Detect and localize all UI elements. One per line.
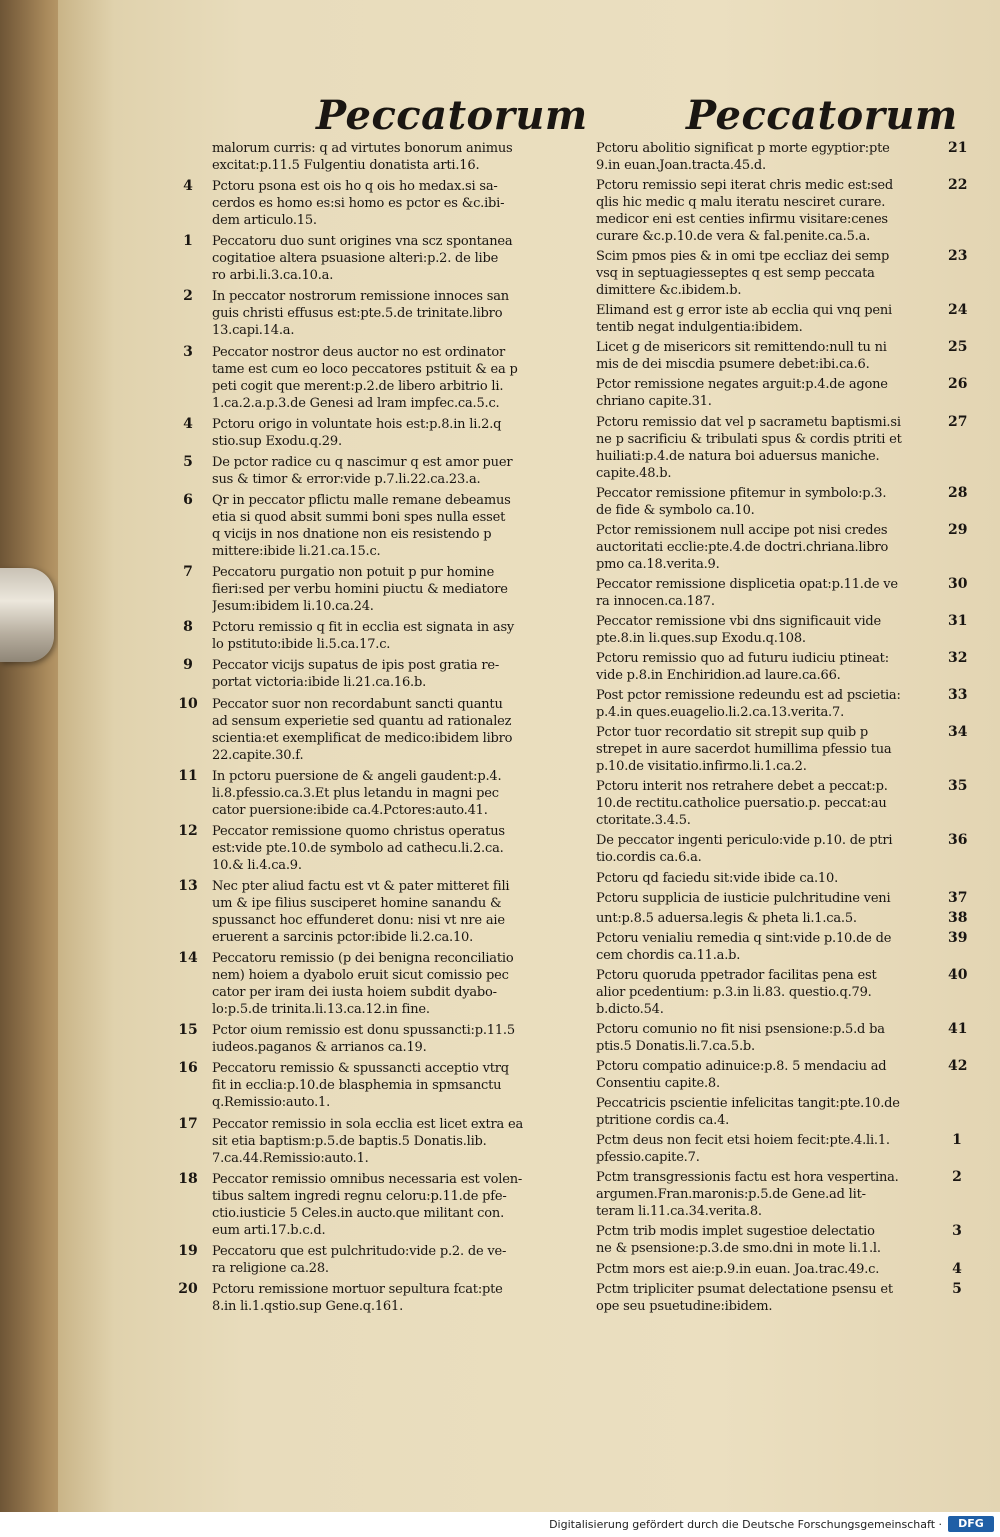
index-entry bbox=[596, 376, 968, 410]
index-entry bbox=[596, 248, 968, 299]
index-entry bbox=[178, 695, 587, 764]
entry-number: 22 bbox=[948, 177, 968, 194]
index-entry bbox=[596, 612, 968, 647]
entry-line: 13.capi.14.a. bbox=[212, 323, 295, 339]
entry-number: 31 bbox=[948, 612, 968, 629]
entry-line: tio.cordis ca.6.a. bbox=[596, 850, 702, 866]
entry-line: mittere:ibide li.21.ca.15.c. bbox=[212, 543, 381, 559]
entry-line: tibus saltem ingredi regnu celoru:p.11.de pfe- bbox=[212, 1188, 507, 1204]
entry-line: dimittere &c.ibidem.b. bbox=[596, 283, 742, 299]
entry-line: tentib negat indulgentia:ibidem. bbox=[596, 320, 803, 336]
index-entry bbox=[596, 1058, 968, 1092]
index-entry bbox=[596, 1020, 968, 1055]
entry-line: dem articulo.15. bbox=[212, 213, 317, 229]
entry-line: Pctoru remissio dat vel p sacrametu baptismi.si bbox=[596, 414, 901, 430]
entry-number: 3 bbox=[952, 1223, 962, 1240]
entry-line: Pctoru comunio no fit nisi psensione:p.5.d ba bbox=[596, 1021, 885, 1037]
entry-number: 21 bbox=[948, 140, 968, 156]
entry-line: Pctoru supplicia de iusticie pulchritudine veni bbox=[596, 890, 891, 906]
entry-number: 1 bbox=[183, 233, 193, 250]
entry-line: Peccator remissione pfitemur in symbolo:p.3. bbox=[596, 485, 887, 501]
entry-line: Pctoru remissio sepi iterat chris medic est:sed bbox=[596, 178, 894, 194]
entry-line: alior pcedentium: p.3.in li.83. questio.q.79. bbox=[596, 984, 872, 1000]
index-entry bbox=[178, 877, 587, 946]
entry-line: Licet g de misericors sit remittendo:null tu ni bbox=[596, 340, 887, 356]
entry-line: Pctor tuor recordatio sit strepit sup quib p bbox=[596, 725, 868, 741]
index-entry bbox=[178, 1280, 587, 1315]
entry-line: Peccator remissio omnibus necessaria est volen- bbox=[212, 1171, 523, 1187]
entry-number: 17 bbox=[178, 1115, 198, 1132]
right-column bbox=[596, 140, 968, 1315]
index-entry bbox=[596, 1095, 946, 1129]
entry-line: huiliati:p.4.de natura boi aduersus maniche. bbox=[596, 448, 880, 464]
entry-line: capite.48.b. bbox=[596, 465, 672, 481]
entry-line: lo pstituto:ibide li.5.ca.17.c. bbox=[212, 637, 391, 653]
entry-line: mis de dei miscdia psumere debet:ibi.ca.6. bbox=[596, 357, 870, 373]
index-entry bbox=[178, 1115, 587, 1167]
entry-line: 8.in li.1.qstio.sup Gene.q.161. bbox=[212, 1298, 403, 1314]
entry-line: Scim pmos pies & in omi tpe eccliaz dei semp bbox=[596, 249, 890, 265]
entry-line: p.10.de visitatio.infirmo.li.1.ca.2. bbox=[596, 759, 807, 775]
entry-number: 15 bbox=[178, 1022, 198, 1039]
book-clasp bbox=[0, 568, 54, 662]
entry-line: iudeos.paganos & arrianos ca.19. bbox=[212, 1040, 427, 1056]
entry-line: strepet in aure sacerdot humillima pfessio tua bbox=[596, 742, 892, 758]
index-entry bbox=[178, 1060, 587, 1111]
entry-number: 16 bbox=[178, 1060, 198, 1077]
entry-line: ne p sacrificiu & tribulati spus & cordis ptriti et bbox=[596, 431, 902, 447]
entry-line: stio.sup Exodu.q.29. bbox=[212, 433, 342, 449]
entry-number: 41 bbox=[948, 1020, 968, 1037]
entry-line: medicor eni est centies infirmu visitare:cenes bbox=[596, 212, 888, 228]
entry-line: Jesum:ibidem li.10.ca.24. bbox=[212, 599, 374, 615]
entry-line: Peccatoru remissio & spussancti acceptio vtrq bbox=[212, 1061, 509, 1077]
entry-number: 27 bbox=[948, 413, 968, 430]
entry-number: 34 bbox=[948, 724, 968, 741]
index-entry bbox=[596, 484, 968, 519]
entry-line: pte.8.in li.ques.sup Exodu.q.108. bbox=[596, 630, 806, 646]
entry-line: ope seu psuetudine:ibidem. bbox=[596, 1298, 773, 1314]
entry-number: 5 bbox=[952, 1280, 962, 1297]
entry-line: Peccator suor non recordabunt sancti quantu bbox=[212, 696, 503, 712]
index-entry bbox=[596, 1223, 962, 1257]
entry-number: 3 bbox=[183, 343, 193, 360]
entry-line: portat victoria:ibide li.21.ca.16.b. bbox=[212, 675, 427, 691]
entry-number: 23 bbox=[948, 248, 968, 265]
index-entry bbox=[178, 1242, 587, 1277]
index-entry bbox=[596, 687, 968, 721]
digitization-footer bbox=[0, 1512, 1000, 1537]
entry-number: 39 bbox=[948, 929, 968, 946]
entry-line: Peccator nostror deus auctor no est ordinator bbox=[212, 344, 506, 360]
entry-number: 7 bbox=[183, 564, 193, 581]
entry-line: Pctoru quoruda ppetrador facilitas pena est bbox=[596, 967, 877, 983]
index-entry bbox=[596, 832, 968, 866]
entry-line: nem) hoiem a dyabolo eruit sicut comissio pec bbox=[212, 968, 509, 984]
entry-number: 2 bbox=[183, 288, 193, 305]
index-entry bbox=[183, 178, 587, 229]
entry-line: argumen.Fran.maronis:p.5.de Gene.ad lit- bbox=[596, 1187, 866, 1203]
index-entry bbox=[596, 889, 968, 907]
entry-number: 29 bbox=[948, 521, 968, 538]
entry-number: 4 bbox=[183, 415, 193, 432]
entry-line: p.4.in ques.euagelio.li.2.ca.13.verita.7. bbox=[596, 705, 844, 721]
entry-number: 20 bbox=[178, 1280, 198, 1297]
entry-line: ne & psensione:p.3.de smo.dni in mote li.1.l. bbox=[596, 1241, 881, 1257]
entry-line: li.8.pfessio.ca.3.Et plus letandu in magni pec bbox=[212, 785, 499, 801]
entry-line: spussanct hoc effunderet donu: nisi vt nre aie bbox=[212, 912, 505, 928]
entry-line: qlis hic medic q malu iteratu nesciret curare. bbox=[596, 195, 886, 211]
entry-line: ro arbi.li.3.ca.10.a. bbox=[212, 268, 334, 284]
entry-number: 42 bbox=[948, 1058, 968, 1075]
entry-line: Pctoru abolitio significat p morte egyptior:pte bbox=[596, 141, 890, 156]
entry-line: q.Remissio:auto.1. bbox=[212, 1095, 331, 1111]
entry-line: um & ipe filius susciperet homine sanandu & bbox=[212, 895, 502, 911]
entry-number: 13 bbox=[178, 877, 198, 894]
entry-number: 24 bbox=[948, 302, 968, 319]
entry-line: eum arti.17.b.c.d. bbox=[212, 1222, 326, 1238]
entry-number: 2 bbox=[952, 1169, 962, 1186]
entry-line: Pctoru remissio quo ad futuru iudiciu ptineat: bbox=[596, 651, 889, 667]
entry-line: excitat:p.11.5 Fulgentiu donatista arti.16. bbox=[212, 158, 480, 173]
running-head-left: Peccatorum bbox=[316, 92, 588, 139]
entry-line: Peccator remissio in sola ecclia est licet extra ea bbox=[212, 1116, 524, 1132]
entry-line: fieri:sed per verbu homini piuctu & mediatore bbox=[212, 582, 508, 598]
entry-number: 30 bbox=[948, 575, 968, 592]
entry-line: de fide & symbolo ca.10. bbox=[596, 502, 755, 518]
entry-line: cerdos es homo es:si homo es pctor es &c.ibi- bbox=[212, 196, 505, 212]
entry-line: Peccatoru remissio (p dei benigna reconciliatio bbox=[212, 951, 514, 967]
entry-line: Pctm transgressionis factu est hora vespertina. bbox=[596, 1170, 899, 1186]
entry-line: 9.in euan.Joan.tracta.45.d. bbox=[596, 158, 766, 173]
entry-number: 10 bbox=[178, 695, 198, 712]
entry-line: Nec pter aliud factu est vt & pater mitteret fili bbox=[212, 878, 510, 894]
entry-line: Pctor remissione negates arguit:p.4.de agone bbox=[596, 377, 888, 393]
entry-number: 14 bbox=[178, 950, 198, 967]
entry-line: ptis.5 Donatis.li.7.ca.5.b. bbox=[596, 1038, 755, 1054]
entry-line: sit etia baptism:p.5.de baptis.5 Donatis.lib. bbox=[212, 1133, 487, 1149]
entry-line: Peccatoru que est pulchritudo:vide p.2. de ve- bbox=[212, 1243, 507, 1259]
entry-line: auctoritati ecclie:pte.4.de doctri.chriana.libro bbox=[596, 539, 889, 555]
entry-line: Qr in peccator pflictu malle remane debeamus bbox=[212, 492, 511, 508]
entry-line: unt:p.8.5 aduersa.legis & pheta li.1.ca.5. bbox=[596, 910, 857, 926]
entry-line: scientia:et exemplificat de medico:ibidem libro bbox=[212, 730, 513, 746]
entry-line: 10.de rectitu.catholice puersatio.p. peccat:au bbox=[596, 796, 887, 812]
entry-line: q vicijs in nos dnatione non eis resistendo p bbox=[212, 526, 492, 542]
entry-line: 22.capite.30.f. bbox=[212, 747, 304, 763]
entry-line: Pctoru remissio q fit in ecclia est signata in asy bbox=[212, 620, 515, 636]
entry-number: 26 bbox=[948, 376, 968, 393]
entry-number: 37 bbox=[948, 889, 968, 906]
index-entry bbox=[596, 1169, 962, 1220]
index-entry bbox=[596, 929, 968, 964]
index-entry bbox=[596, 870, 946, 887]
entry-line: peti cogit que merent:p.2.de libero arbitrio li. bbox=[212, 378, 504, 394]
entry-line: Pctoru interit nos retrahere debet a peccat:p. bbox=[596, 779, 888, 795]
entry-line: malorum curris: q ad virtutes bonorum animus bbox=[212, 141, 513, 156]
entry-line: b.dicto.54. bbox=[596, 1001, 664, 1017]
entry-number: 38 bbox=[948, 909, 968, 926]
entry-line: De pctor radice cu q nascimur q est amor puer bbox=[212, 454, 513, 470]
index-entry bbox=[183, 288, 587, 339]
funding-credit: Digitalisierung gefördert durch die Deutsche Forschungsgemeinschaft · bbox=[549, 1518, 942, 1531]
entry-line: Pctm trib modis implet sugestioe delectatio bbox=[596, 1224, 875, 1240]
book-page-edges bbox=[0, 0, 62, 1512]
entry-line: Peccatoru purgatio non potuit p pur homine bbox=[212, 565, 495, 581]
entry-line: chriano capite.31. bbox=[596, 394, 712, 410]
entry-line: Pctor oium remissio est donu spussancti:p.11.5 bbox=[212, 1023, 515, 1039]
entry-line: Peccatricis pscientie infelicitas tangit:pte.10.de bbox=[596, 1096, 900, 1112]
entry-line: sus & timor & error:vide p.7.li.22.ca.23.a. bbox=[212, 471, 481, 487]
entry-line: teram li.11.ca.34.verita.8. bbox=[596, 1204, 762, 1220]
entry-line: lo:p.5.de trinita.li.13.ca.12.in fine. bbox=[212, 1002, 430, 1018]
entry-number: 5 bbox=[183, 453, 193, 470]
index-entry bbox=[212, 140, 587, 174]
index-entry bbox=[596, 1260, 962, 1278]
index-entry bbox=[178, 822, 587, 874]
index-entry bbox=[596, 413, 968, 482]
index-entry bbox=[596, 339, 968, 373]
index-entry bbox=[596, 909, 968, 927]
entry-number: 11 bbox=[178, 767, 198, 784]
index-entry bbox=[596, 778, 968, 829]
entry-line: Pctoru compatio adinuice:p.8. 5 mendaciu ad bbox=[596, 1059, 887, 1075]
entry-line: Pctoru qd faciedu sit:vide ibide ca.10. bbox=[596, 870, 838, 886]
entry-line: cator per iram dei iusta hoiem subdit dyabo- bbox=[212, 985, 497, 1001]
index-entry bbox=[183, 491, 587, 560]
index-entry bbox=[596, 177, 968, 245]
index-entry bbox=[596, 650, 968, 684]
entry-line: Pctm mors est aie:p.9.in euan. Joa.trac.49.c. bbox=[596, 1261, 880, 1277]
index-entry bbox=[178, 767, 587, 819]
index-entry bbox=[183, 657, 587, 691]
entry-line: Peccator remissione quomo christus operatus bbox=[212, 823, 505, 839]
entry-line: ctio.iusticie 5 Celes.in aucto.que militant con. bbox=[212, 1205, 504, 1221]
entry-number: 35 bbox=[948, 778, 968, 795]
entry-line: 10.& li.4.ca.9. bbox=[212, 857, 302, 873]
entry-line: 7.ca.44.Remissio:auto.1. bbox=[212, 1150, 369, 1166]
entry-number: 8 bbox=[183, 619, 193, 636]
entry-number: 6 bbox=[183, 491, 193, 508]
index-entry bbox=[596, 302, 968, 336]
entry-line: pfessio.capite.7. bbox=[596, 1150, 700, 1166]
index-entry bbox=[596, 724, 968, 775]
entry-line: Pctoru remissione mortuor sepultura fcat:pte bbox=[212, 1281, 503, 1297]
entry-number: 4 bbox=[952, 1260, 962, 1277]
entry-number: 19 bbox=[178, 1242, 198, 1259]
entry-line: Peccator remissione vbi dns significauit vide bbox=[596, 613, 882, 629]
entry-line: Pctor remissionem null accipe pot nisi credes bbox=[596, 522, 888, 538]
entry-line: In peccator nostrorum remissione innoces san bbox=[212, 289, 509, 305]
left-column bbox=[178, 140, 587, 1315]
entry-line: curare &c.p.10.de vera & fal.penite.ca.5.a. bbox=[596, 229, 871, 245]
entry-line: vide p.8.in Enchiridion.ad laure.ca.66. bbox=[596, 668, 841, 684]
index-entry bbox=[596, 140, 968, 174]
index-entry bbox=[596, 966, 968, 1018]
entry-number: 18 bbox=[178, 1170, 198, 1187]
entry-line: Peccator vicijs supatus de ipis post gratia re- bbox=[212, 658, 500, 674]
dfg-logo: DFG bbox=[948, 1516, 994, 1532]
index-entry bbox=[596, 1132, 962, 1166]
entry-line: cem chordis ca.11.a.b. bbox=[596, 947, 741, 963]
entry-line: Pctm deus non fecit etsi hoiem fecit:pte.4.li.1. bbox=[596, 1133, 890, 1149]
entry-line: De peccator ingenti periculo:vide p.10. de ptri bbox=[596, 833, 893, 849]
entry-line: 1.ca.2.a.p.3.de Genesi ad lram impfec.ca.5.c. bbox=[212, 395, 500, 411]
entry-line: Post pctor remissione redeundu est ad pscietia: bbox=[596, 688, 901, 704]
entry-line: Elimand est g error iste ab ecclia qui vnq peni bbox=[596, 303, 893, 319]
entry-line: tame est cum eo loco peccatores pstituit & ea p bbox=[212, 361, 518, 377]
index-entry bbox=[596, 575, 968, 610]
entry-line: Peccatoru duo sunt origines vna scz spontanea bbox=[212, 234, 513, 250]
index-entry bbox=[596, 1280, 962, 1315]
entry-number: 4 bbox=[183, 178, 193, 195]
entry-line: Pctoru venialiu remedia q sint:vide p.10.de de bbox=[596, 930, 892, 946]
entry-line: etia si quod absit summi boni spes nulla esset bbox=[212, 509, 506, 525]
entry-line: Consentiu capite.8. bbox=[596, 1076, 720, 1092]
entry-number: 33 bbox=[948, 687, 968, 704]
entry-number: 28 bbox=[948, 484, 968, 501]
entry-number: 25 bbox=[948, 339, 968, 356]
index-entry bbox=[178, 950, 587, 1018]
entry-line: cogitatioe altera psuasione alteri:p.2. de libe bbox=[212, 251, 499, 267]
entry-number: 1 bbox=[952, 1132, 962, 1149]
entry-line: Pctm tripliciter psumat delectatione psensu et bbox=[596, 1281, 893, 1297]
entry-line: Pctoru psona est ois ho q ois ho medax.si sa- bbox=[212, 179, 498, 195]
entry-line: guis christi effusus est:pte.5.de trinitate.libro bbox=[212, 306, 503, 322]
entry-line: eruerent a sarcinis pctor:ibide li.2.ca.10. bbox=[212, 929, 474, 945]
index-entry bbox=[178, 1170, 587, 1239]
index-entry bbox=[183, 564, 587, 615]
entry-line: ptritione cordis ca.4. bbox=[596, 1113, 730, 1129]
entry-line: est:vide pte.10.de symbolo ad cathecu.li.2.ca. bbox=[212, 840, 504, 856]
entry-number: 12 bbox=[178, 822, 198, 839]
entry-line: vsq in septuagiesseptes q est semp peccata bbox=[596, 266, 875, 282]
entry-line: In pctoru puersione de & angeli gaudent:p.4. bbox=[212, 768, 502, 784]
entry-line: ctoritate.3.4.5. bbox=[596, 813, 691, 829]
index-entry bbox=[183, 415, 587, 450]
entry-line: pmo ca.18.verita.9. bbox=[596, 556, 720, 572]
entry-number: 36 bbox=[948, 832, 968, 849]
index-entry bbox=[183, 343, 587, 412]
entry-line: fit in ecclia:p.10.de blasphemia in spmsanctu bbox=[212, 1078, 502, 1094]
index-entry bbox=[178, 1022, 587, 1056]
index-entry bbox=[596, 521, 968, 573]
entry-number: 9 bbox=[183, 657, 193, 674]
entry-line: ra religione ca.28. bbox=[212, 1260, 329, 1276]
index-entry bbox=[183, 619, 587, 653]
running-head-right: Peccatorum bbox=[686, 92, 958, 139]
index-entry bbox=[183, 453, 587, 488]
entry-line: Pctoru origo in voluntate hois est:p.8.in li.2.q bbox=[212, 416, 502, 432]
entry-line: ra innocen.ca.187. bbox=[596, 593, 715, 609]
entry-number: 40 bbox=[948, 966, 968, 983]
entry-line: ad sensum experietie sed quantu ad rationalez bbox=[212, 713, 512, 729]
entry-line: Peccator remissione displicetia opat:p.11.de ve bbox=[596, 576, 898, 592]
entry-number: 32 bbox=[948, 650, 968, 667]
entry-line: cator puersione:ibide ca.4.Pctores:auto.41. bbox=[212, 802, 488, 818]
index-entry bbox=[183, 233, 587, 284]
